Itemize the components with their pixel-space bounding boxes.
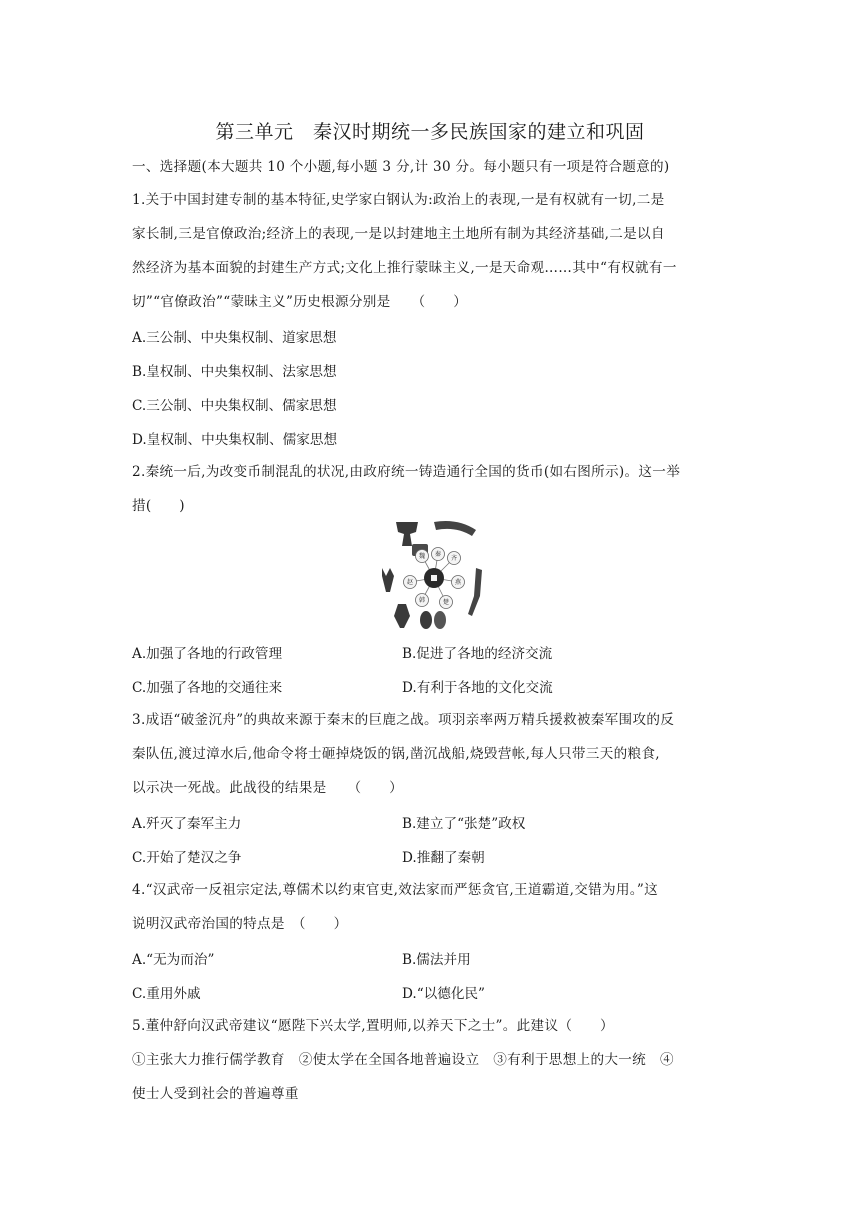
q5-line-3: 使士人受到社会的普遍尊重: [132, 1086, 299, 1102]
q3-option-b: B.建立了“张楚”政权: [402, 816, 526, 832]
label-chu: 楚: [442, 599, 450, 606]
q1-line-4: 切”“官僚政治”“蒙昧主义”历史根源分别是 （ ）: [132, 294, 468, 310]
label-yan: 燕: [454, 579, 462, 586]
q4-option-c: C.重用外戚: [132, 986, 201, 1002]
q1-option-d: D.皇权制、中央集权制、儒家思想: [132, 432, 338, 448]
q1-line-3: 然经济为基本面貌的封建生产方式;文化上推行蒙昧主义,一是天命观……其中“有权就有一: [132, 260, 677, 276]
coin-unification-figure: [376, 516, 492, 634]
q4-option-a: A.“无为而治”: [132, 952, 215, 968]
label-zhao: 赵: [406, 579, 414, 586]
section-heading: 一、选择题(本大题共 10 个小题,每小题 3 分,计 30 分。每小题只有一项是符合题意的): [132, 159, 670, 175]
q4-option-d: D.“以德化民”: [402, 986, 486, 1002]
q1-option-c: C.三公制、中央集权制、儒家思想: [132, 398, 337, 414]
q2-option-a: A.加强了各地的行政管理: [132, 646, 283, 662]
label-qin: 秦: [434, 551, 442, 558]
q3-line-3: 以示决一死战。此战役的结果是 （ ）: [132, 780, 404, 796]
label-wei: 魏: [418, 553, 426, 560]
q2-line-1: 2.秦统一后,为改变币制混乱的状况,由政府统一铸造通行全国的货币(如右图所示)。这一举: [132, 464, 681, 480]
q4-line-1: 4.“汉武帝一反祖宗定法,尊儒术以约束官吏,效法家而严惩贪官,王道霸道,交错为用。”这: [132, 882, 659, 898]
q3-option-d: D.推翻了秦朝: [402, 850, 485, 866]
q3-option-a: A.歼灭了秦军主力: [132, 816, 242, 832]
q3-option-c: C.开始了楚汉之争: [132, 850, 242, 866]
q4-option-b: B.儒法并用: [402, 952, 471, 968]
q2-option-b: B.促进了各地的经济交流: [402, 646, 553, 662]
q1-line-1: 1.关于中国封建专制的基本特征,史学家白钢认为:政治上的表现,一是有权就有一切,二是: [132, 192, 665, 208]
q2-option-c: C.加强了各地的交通往来: [132, 680, 283, 696]
q5-line-1: 5.董仲舒向汉武帝建议“愿陛下兴太学,置明师,以养天下之士”。此建议（ ）: [132, 1018, 614, 1034]
unit-title: 第三单元 秦汉时期统一多民族国家的建立和巩固: [215, 121, 645, 143]
q2-line-2: 措( ): [132, 498, 185, 514]
q3-line-2: 秦队伍,渡过漳水后,他命令将士砸掉烧饭的锅,凿沉战船,烧毁营帐,每人只带三天的粮食,: [132, 746, 660, 762]
q3-line-1: 3.成语“破釜沉舟”的典故来源于秦末的巨鹿之战。项羽亲率两万精兵援救被秦军围攻的反: [132, 712, 675, 728]
q2-option-d: D.有利于各地的文化交流: [402, 680, 553, 696]
q5-line-2: ①主张大力推行儒学教育 ②使太学在全国各地普遍设立 ③有利于思想上的大一统 ④: [132, 1052, 674, 1068]
q1-option-b: B.皇权制、中央集权制、法家思想: [132, 364, 337, 380]
label-qi: 齐: [450, 555, 458, 562]
q4-line-2: 说明汉武帝治国的特点是 （ ）: [132, 916, 348, 932]
label-han: 韩: [418, 597, 426, 604]
q1-option-a: A.三公制、中央集权制、道家思想: [132, 330, 337, 346]
q1-line-2: 家长制,三是官僚政治;经济上的表现,一是以封建地主土地所有制为其经济基础,二是以自: [132, 226, 665, 242]
